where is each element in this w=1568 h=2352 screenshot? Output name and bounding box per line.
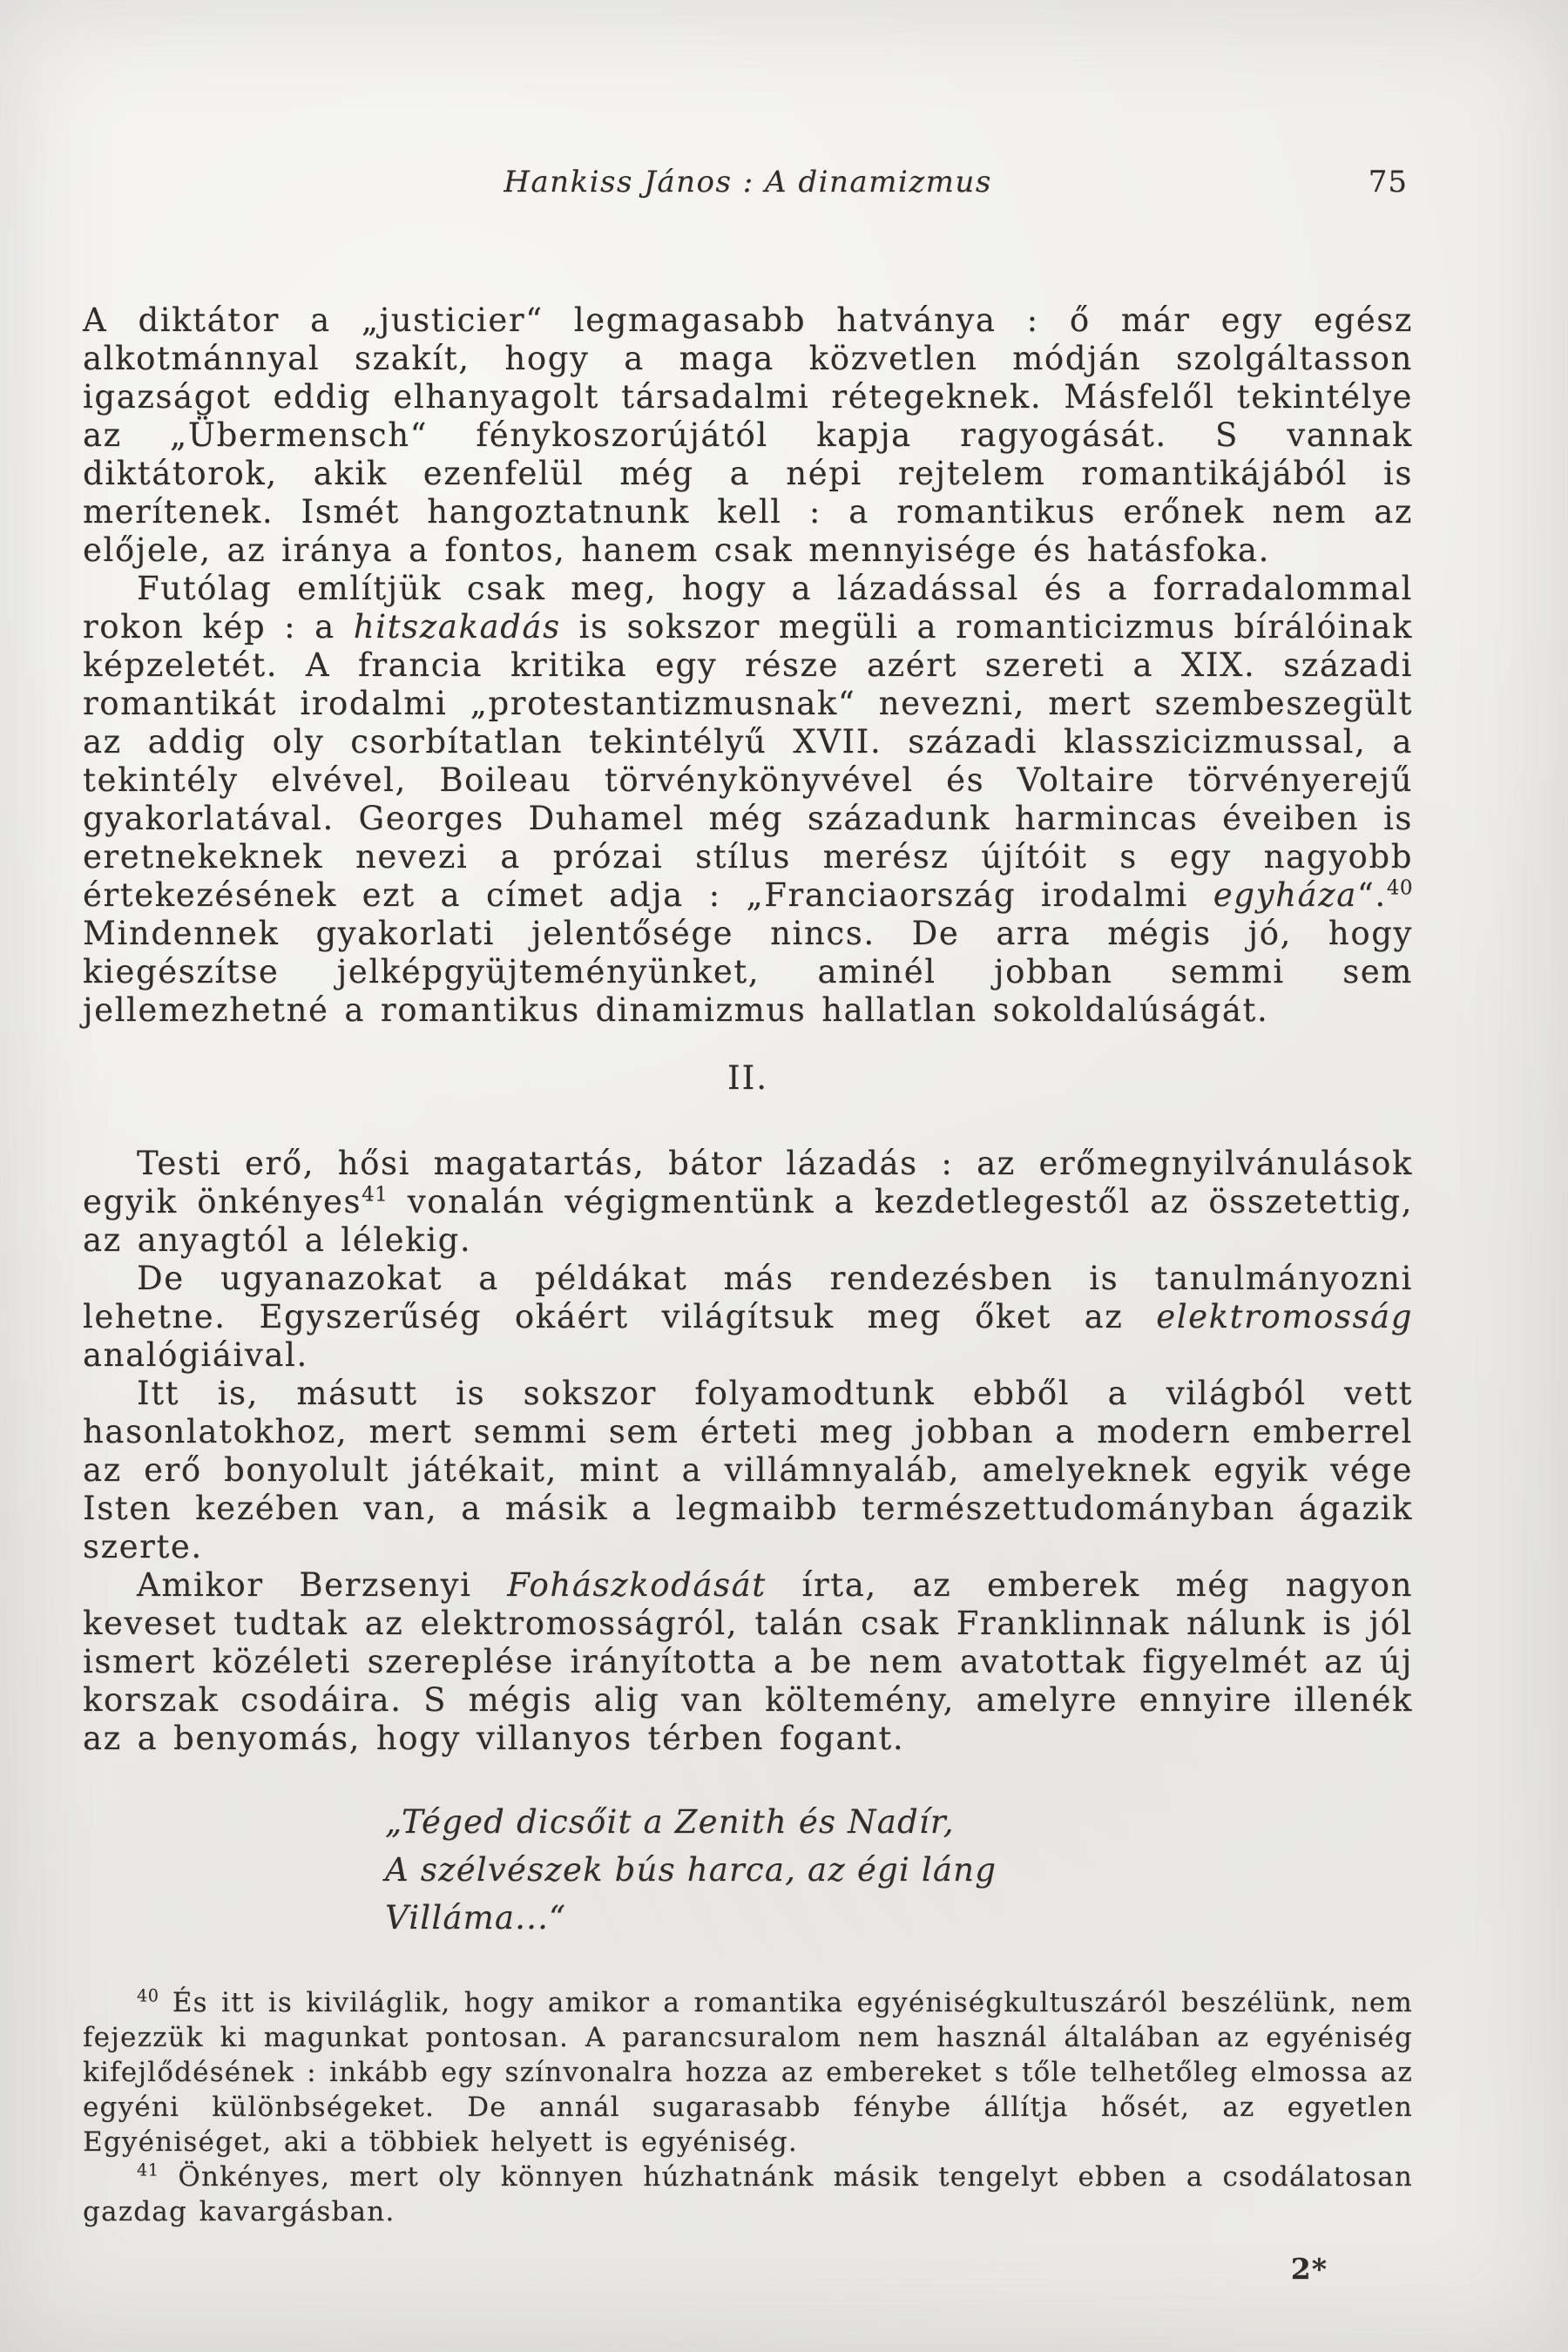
text-run: vonalán végigmentünk a kezdetlegestől az összetettig, az anyagtól a lélekig. bbox=[83, 1183, 1413, 1259]
footnote-marker-40: 40 bbox=[137, 1985, 159, 2006]
footnote-ref-40: 40 bbox=[1386, 876, 1413, 900]
verse-line: Villáma...“ bbox=[385, 1899, 567, 1936]
page-header bbox=[83, 164, 1413, 200]
section-heading: II. bbox=[727, 1059, 768, 1097]
paragraph-3 bbox=[83, 1145, 1413, 1260]
italic-term: egyháza bbox=[1213, 876, 1357, 914]
page-body bbox=[83, 301, 1413, 2286]
footnote-text: És itt is kiviláglik, hogy amikor a romantika egyéniségkultuszáról beszélünk, nem fejezzük ki magunkat pontosan. A parancsuralom nem használ általában az egyéniség kifejlődésének : inkább egy színvonalra hozza az embereket s tőle telhetőleg elmossa az egyéni különbségeket. De annál sugarasabb fénybe állítja hősét, az egyetlen Egyéniséget, aki a többiek helyett is egyéniség. bbox=[83, 1987, 1413, 2158]
footnote-ref-41: 41 bbox=[362, 1183, 389, 1206]
page-number: 75 bbox=[1368, 165, 1408, 199]
text-run: Mindennek gyakorlati jelentősége nincs. De arra mégis jó, hogy kiegészítse jelképgyüjteményünket, aminél jobban semmi sem jellemezhetné a romantikus dinamizmus hallatlan sokoldalúságát. bbox=[83, 915, 1413, 1029]
verse-line: „Téged dicsőit a Zenith és Nadír, bbox=[385, 1803, 955, 1841]
footnote-marker-41: 41 bbox=[137, 2159, 159, 2180]
italic-term: hitszakadás bbox=[353, 608, 561, 645]
text-run: A diktátor a „justicier“ legmagasabb hatványa : ő már egy egész alkotmánnyal szakít, hogy a maga közvetlen módján szolgáltasson igazságot eddig elhanyagolt társadalmi rétegeknek. Másfelől tekintélye az „Übermensch“ fénykoszorújától kapja ragyogását. S vannak diktátorok, akik ezenfelül még a népi rejtelem romantikájából is merítenek. Ismét hangoztatnunk kell : a romantikus erőnek nem az előjele, az iránya a fontos, hanem csak mennyisége és hatásfoka. bbox=[83, 301, 1413, 569]
text-run: írta, az emberek még nagyon keveset tudtak az elektromosságról, talán csak Franklinnak nálunk is jól ismert közéleti szereplése irányította a be nem avatottak figyelmét az új korszak csodáira. S mégis alig van költemény, amelyre ennyire illenék az a benyomás, hogy villanyos térben fogant. bbox=[83, 1566, 1413, 1757]
verse-line: A szélvészek bús harca, az égi láng bbox=[385, 1851, 997, 1889]
footnote-text: Önkényes, mert oly könnyen húzhatnánk másik tengelyt ebben a csodálatosan gazdag kavargásban. bbox=[83, 2161, 1413, 2227]
text-run: Itt is, másutt is sokszor folyamodtunk ebből a világból vett hasonlatokhoz, mert semmi sem érteti meg jobban a modern emberrel az erő bonyolult játékait, mint a villámnyaláb, amelyeknek egyik vége Isten kezében van, a másik a legmaibb természettudományban ágazik szerte. bbox=[83, 1375, 1413, 1565]
italic-title: Fohászkodását bbox=[507, 1566, 767, 1604]
paragraph-1 bbox=[83, 301, 1413, 570]
signature-mark: 2* bbox=[1290, 2252, 1328, 2286]
text-run: Amikor Berzsenyi bbox=[137, 1566, 508, 1604]
text-run: Futólag említjük csak meg, hogy a lázadással és a forradalommal rokon kép : a bbox=[83, 570, 1413, 645]
paragraph-6 bbox=[83, 1566, 1413, 1758]
text-run: De ugyanazokat a példákat más rendezésben is tanulmányozni lehetne. Egyszerűség okáért világítsuk meg őket az bbox=[83, 1260, 1413, 1335]
paragraph-5 bbox=[83, 1375, 1413, 1566]
footnote-40 bbox=[83, 1985, 1413, 2159]
paragraph-4 bbox=[83, 1260, 1413, 1375]
running-title: Hankiss János : A dinamizmus bbox=[504, 165, 992, 199]
text-run: analógiáival. bbox=[83, 1336, 308, 1374]
italic-term: elektromosság bbox=[1156, 1298, 1413, 1335]
text-run: Testi erő, hősi magatartás, bátor lázadás : az erőmegnyilvánulások egyik önkényes bbox=[83, 1145, 1413, 1220]
verse-quote bbox=[385, 1798, 1413, 1942]
footnotes-block bbox=[83, 1985, 1413, 2229]
page-content bbox=[83, 164, 1413, 2286]
footnote-41 bbox=[83, 2159, 1413, 2229]
text-run: is sokszor megüli a romanticizmus bírálóinak képzeletét. A francia kritika egy része azért szereti a XIX. századi romantikát irodalmi „protestantizmusnak“ nevezni, mert szembeszegült az addig oly csorbítatlan tekintélyű XVII. századi klasszicizmussal, a tekintély elvével, Boileau törvénykönyvével és Voltaire törvényerejű gyakorlatával. Georges Duhamel még századunk harmincas éveiben is eretnekeknek nevezi a prózai stílus merész újítóit s egy nagyobb értekezésének ezt a címet adja : „Franciaország irodalmi bbox=[83, 608, 1413, 914]
text-run: “. bbox=[1356, 876, 1387, 914]
paragraph-2 bbox=[83, 570, 1413, 1030]
